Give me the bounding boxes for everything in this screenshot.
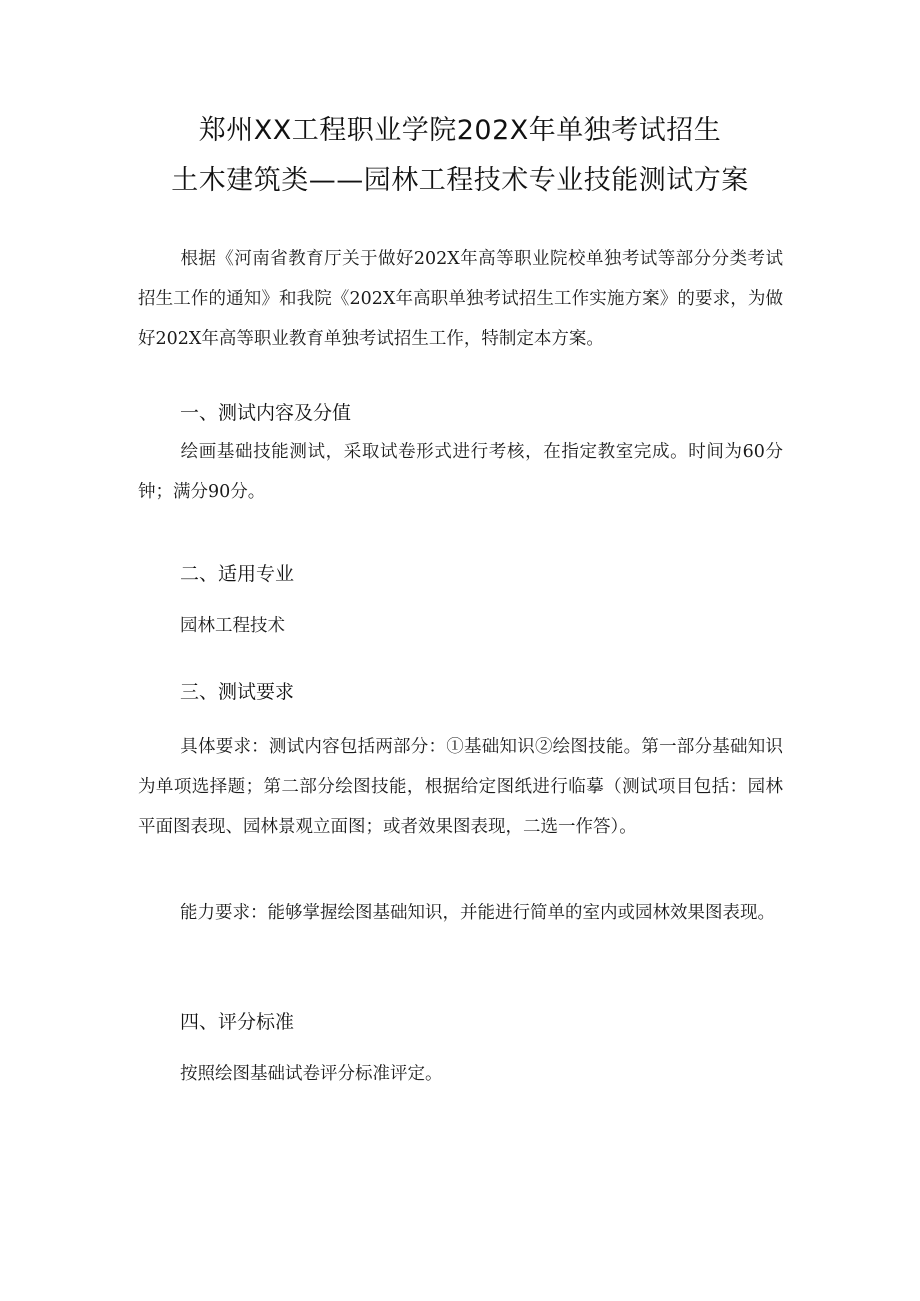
document-title-line-2: 土木建筑类——园林工程技术专业技能测试方案 (171, 165, 749, 196)
section-heading-3: 三、测试要求 (180, 681, 295, 703)
section-2-text: 园林工程技术 (180, 616, 285, 636)
section-heading-4: 四、评分标准 (180, 1011, 295, 1033)
intro-paragraph (138, 239, 783, 359)
section-4-text: 按照绘图基础试卷评分标准评定。 (180, 1064, 443, 1084)
section-3-text-1: 具体要求：测试内容包括两部分：①基础知识②绘图技能。第一部分基础知识为单项选择题；第二部分绘图技能，根据给定图纸进行临摹（测试项目包括：园林平面图表现、园林景观立面图；或者效果图表现，二选一作答）。 (138, 737, 783, 837)
section-1-text: 绘画基础技能测试，采取试卷形式进行考核，在指定教室完成。时间为60分钟；满分90分。 (138, 442, 783, 502)
section-2-paragraph (138, 606, 783, 646)
section-3-paragraph-1 (138, 727, 783, 847)
section-1-paragraph (138, 432, 783, 512)
section-3-paragraph-2 (138, 893, 783, 933)
section-heading-2: 二、适用专业 (180, 563, 295, 585)
section-heading-1: 一、测试内容及分值 (180, 402, 352, 424)
section-3-text-2: 能力要求：能够掌握绘图基础知识，并能进行简单的室内或园林效果图表现。 (180, 903, 775, 923)
intro-text: 根据《河南省教育厅关于做好202X年高等职业院校单独考试等部分分类考试招生工作的通知》和我院《202X年高职单独考试招生工作实施方案》的要求，为做好202X年高等职业教育单独考试招生工作，特制定本方案。 (138, 249, 783, 349)
section-4-paragraph (138, 1054, 783, 1094)
document-title-line-1: 郑州XX工程职业学院202X年单独考试招生 (198, 115, 722, 146)
